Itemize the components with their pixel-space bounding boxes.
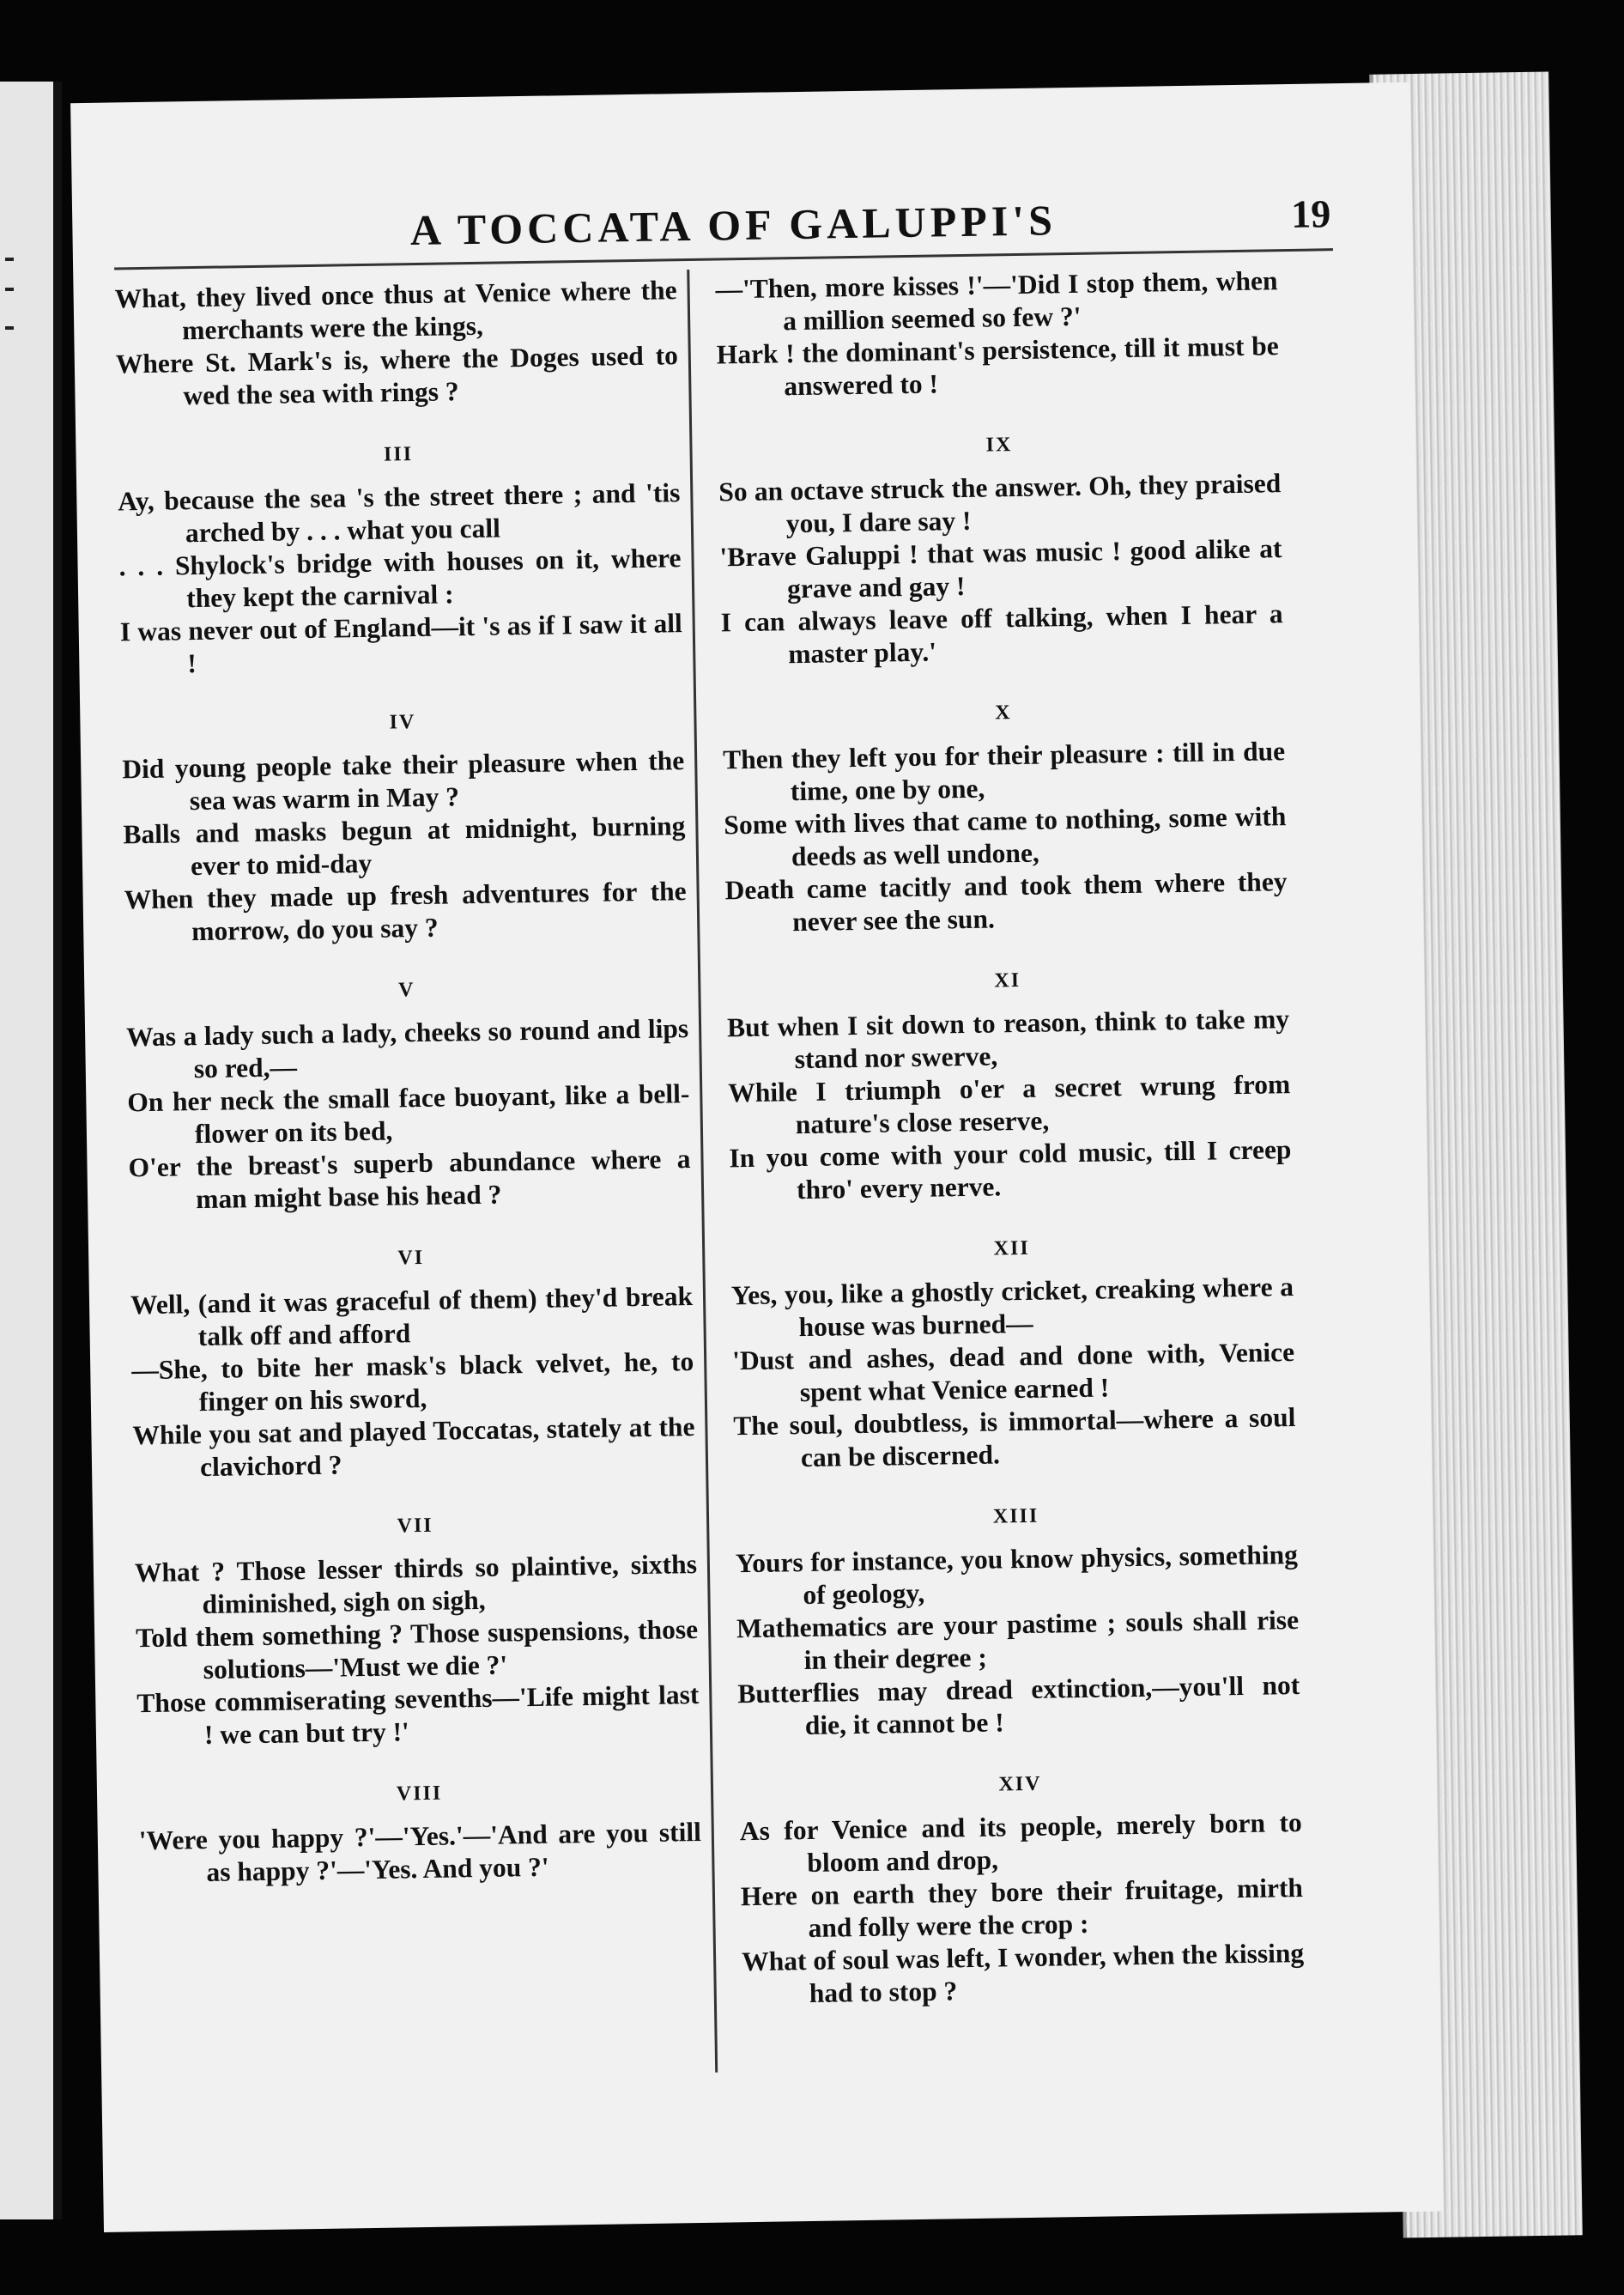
facing-page-mark: [5, 326, 14, 330]
stanza: [735, 1496, 1300, 1743]
verse-line: What ? Those lesser thirds so plaintive, sixths diminished, sigh on sigh,: [134, 1549, 698, 1620]
verse-line: The soul, doubtless, is immortal—where a soul can be discerned.: [733, 1402, 1296, 1473]
stanza: [718, 424, 1283, 671]
verse-line: On her neck the small face buoyant, like a bell-flower on its bed,: [127, 1078, 690, 1150]
verse-line: Was a lady such a lady, cheeks so round and lips so red,—: [125, 1013, 689, 1084]
verse-line: 'Brave Galuppi ! that was music ! good alike at grave and gay !: [719, 533, 1282, 604]
verse-line: Yes, you, like a ghostly cricket, creaking where a house was burned—: [730, 1272, 1294, 1343]
verse-line: Mathematics are your pastime ; souls shall rise in their degree ;: [736, 1604, 1300, 1676]
stanza: [134, 1505, 700, 1752]
stanza: [715, 264, 1279, 404]
stanza: [130, 1237, 695, 1484]
verse-line: In you come with your cold music, till I creep thro' every nerve.: [729, 1134, 1292, 1205]
book-page: [70, 82, 1443, 2232]
verse-line: While you sat and played Toccatas, stately at the clavichord ?: [132, 1412, 695, 1483]
verse-line: 'Were you happy ?'—'Yes.'—'And are you still as happy ?'—'Yes. And you ?': [138, 1816, 702, 1888]
verse-line: Did young people take their pleasure when the sea was warm in May ?: [122, 745, 685, 817]
stanza: [726, 960, 1292, 1207]
verse-line: Told them something ? Those suspensions, those solutions—'Must we die ?': [135, 1613, 699, 1685]
verse-line: Death came tacitly and took them where they never see the sun.: [724, 866, 1288, 938]
stanza: [121, 701, 687, 949]
stanza: [730, 1228, 1296, 1475]
verse-line: Ay, because the sea 's the street there ; and 'tis arched by . . . what you call: [118, 477, 681, 549]
verse-line: But when I sit down to reason, think to take my stand nor swerve,: [726, 1004, 1290, 1075]
stanza-numeral: VIII: [396, 1782, 443, 1806]
verse-line: 'Dust and ashes, dead and done with, Venice spent what Venice earned !: [731, 1337, 1295, 1408]
facing-page-mark: [5, 288, 14, 291]
verse-line: Butterflies may dread extinction,—you'll not die, it cannot be !: [737, 1669, 1300, 1741]
verse-line: —'Then, more kisses !'—'Did I stop them, when a million seemed so few ?': [715, 265, 1278, 337]
verse-line: When they made up fresh adventures for the morrow, do you say ?: [124, 876, 687, 947]
verse-line: What, they lived once thus at Venice where the merchants were the kings,: [114, 275, 677, 346]
stanza-numeral: XIII: [992, 1504, 1039, 1528]
verse-line: Balls and masks begun at midnight, burning ever to mid-day: [123, 811, 686, 882]
verse-line: As for Venice and its people, merely born to bloom and drop,: [739, 1806, 1302, 1879]
right-column: [715, 264, 1305, 2040]
verse-line: Then they left you for their pleasure : till in due time, one by one,: [722, 736, 1286, 807]
stanza-numeral: XIV: [998, 1772, 1042, 1796]
stanza-numeral: X: [995, 701, 1012, 725]
stanza-numeral: XI: [994, 968, 1021, 993]
verse-line: Those commiserating sevenths—'Life might last ! we can but try !': [136, 1679, 700, 1751]
verse-line: I was never out of England—it 's as if I saw it all !: [119, 608, 682, 679]
stanza: [114, 274, 678, 413]
stanza-numeral: VII: [397, 1514, 433, 1538]
stanza-numeral: V: [397, 979, 415, 1002]
verse-line: Well, (and it was graceful of them) they'd break talk off and afford: [130, 1281, 694, 1352]
facing-page-mark: [5, 258, 14, 261]
verse-line: —She, to bite her mask's black velvet, he, to finger on his sword,: [131, 1346, 694, 1418]
left-column: [114, 274, 702, 1919]
verse-line: . . . Shylock's bridge with houses on it, where they kept the carnival :: [118, 543, 682, 614]
stanza-numeral: VI: [397, 1246, 425, 1270]
stanza-numeral: XII: [993, 1236, 1030, 1260]
stanza: [138, 1773, 702, 1890]
stanza: [722, 692, 1288, 939]
stanza: [739, 1764, 1305, 2011]
verse-line: What of soul was left, I wonder, when the kissing had to stop ?: [741, 1937, 1305, 2009]
page-number: 19: [1290, 191, 1331, 236]
stanza: [117, 434, 682, 681]
verse-line: So an octave struck the answer. Oh, they praised you, I dare say !: [718, 468, 1282, 539]
verse-line: I can always leave off talking, when I hear a master play.': [720, 598, 1283, 670]
stanza-numeral: IV: [389, 711, 416, 734]
stanza: [125, 969, 691, 1217]
running-title: A TOCCATA OF GALUPPI'S: [409, 196, 1057, 255]
verse-line: Some with lives that came to nothing, some with deeds as well undone,: [724, 801, 1287, 872]
verse-line: O'er the breast's superb abundance where a man might base his head ?: [128, 1144, 691, 1215]
verse-line: Where St. Mark's is, where the Doges used to wed the sea with rings ?: [115, 340, 679, 411]
verse-line: Yours for instance, you know physics, something of geology,: [735, 1539, 1299, 1611]
facing-page-edge: [0, 82, 62, 2219]
stanza-numeral: III: [383, 443, 414, 466]
verse-line: Here on earth they bore their fruitage, mirth and folly were the crop :: [740, 1872, 1304, 1944]
stanza-numeral: IX: [985, 434, 1013, 457]
verse-line: While I triumph o'er a secret wrung from nature's close reserve,: [728, 1069, 1291, 1140]
verse-line: Hark ! the dominant's persistence, till it must be answered to !: [716, 331, 1279, 402]
